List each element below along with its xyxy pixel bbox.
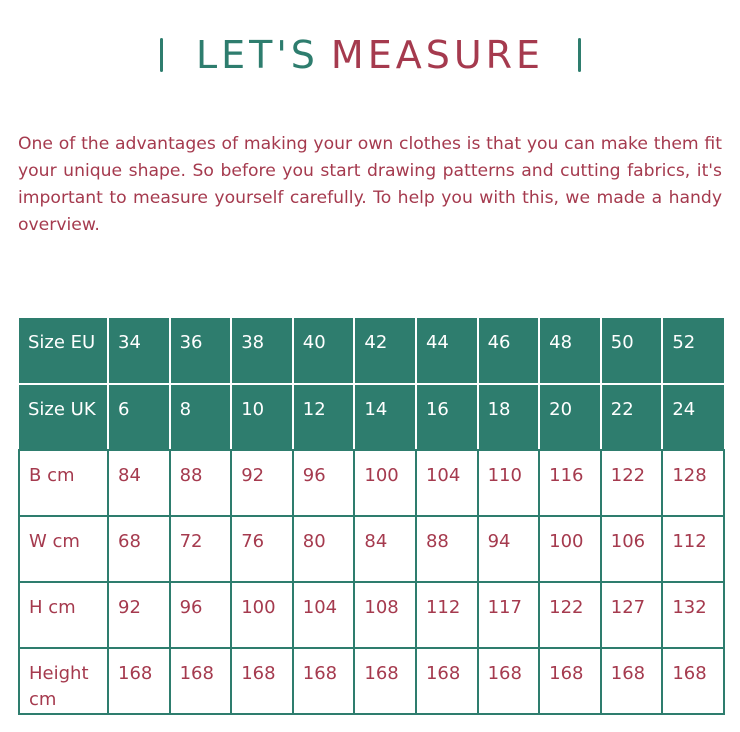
table-cell: 132 bbox=[662, 582, 724, 648]
intro-paragraph: One of the advantages of making your own clothes is that you can make them fit your unique shape. So before you start drawing patterns and cutting fabrics, it's important to measure yourself carefully. To help you with this, we made a handy overview. bbox=[18, 134, 722, 235]
size-chart-table bbox=[18, 318, 725, 715]
table-cell: 42 bbox=[354, 318, 416, 384]
table-cell: 168 bbox=[354, 648, 416, 714]
table-cell: 116 bbox=[539, 450, 601, 516]
table-row bbox=[19, 318, 724, 384]
table-cell: 6 bbox=[108, 384, 170, 450]
table-cell: 48 bbox=[539, 318, 601, 384]
table-cell: 168 bbox=[416, 648, 478, 714]
size-chart-body bbox=[19, 318, 724, 714]
table-cell: 12 bbox=[293, 384, 355, 450]
title-divider-right bbox=[578, 38, 581, 72]
table-cell: 18 bbox=[478, 384, 540, 450]
table-cell: 108 bbox=[354, 582, 416, 648]
table-cell: 44 bbox=[416, 318, 478, 384]
title-word-measure: MEASURE bbox=[330, 33, 545, 77]
table-cell: 80 bbox=[293, 516, 355, 582]
table-row bbox=[19, 648, 724, 714]
table-cell: 40 bbox=[293, 318, 355, 384]
table-cell: 84 bbox=[354, 516, 416, 582]
table-cell: 38 bbox=[231, 318, 293, 384]
table-cell: 112 bbox=[416, 582, 478, 648]
row-label: W cm bbox=[19, 516, 108, 582]
table-cell: 128 bbox=[662, 450, 724, 516]
table-cell: 72 bbox=[170, 516, 232, 582]
row-label: Size UK bbox=[19, 384, 108, 450]
table-cell: 24 bbox=[662, 384, 724, 450]
table-cell: 84 bbox=[108, 450, 170, 516]
table-cell: 168 bbox=[478, 648, 540, 714]
row-label: Size EU bbox=[19, 318, 108, 384]
table-row bbox=[19, 450, 724, 516]
row-label: H cm bbox=[19, 582, 108, 648]
table-cell: 168 bbox=[293, 648, 355, 714]
title-divider-left bbox=[160, 38, 163, 72]
table-cell: 127 bbox=[601, 582, 663, 648]
table-cell: 104 bbox=[293, 582, 355, 648]
table-cell: 168 bbox=[231, 648, 293, 714]
table-cell: 92 bbox=[108, 582, 170, 648]
table-cell: 34 bbox=[108, 318, 170, 384]
title-word-lets: LET'S bbox=[195, 33, 319, 77]
table-cell: 106 bbox=[601, 516, 663, 582]
table-cell: 122 bbox=[601, 450, 663, 516]
row-label: Height cm bbox=[19, 648, 108, 714]
table-cell: 68 bbox=[108, 516, 170, 582]
table-cell: 96 bbox=[293, 450, 355, 516]
table-cell: 122 bbox=[539, 582, 601, 648]
row-label: B cm bbox=[19, 450, 108, 516]
table-cell: 112 bbox=[662, 516, 724, 582]
table-cell: 10 bbox=[231, 384, 293, 450]
table-cell: 100 bbox=[231, 582, 293, 648]
table-cell: 168 bbox=[662, 648, 724, 714]
table-row bbox=[19, 384, 724, 450]
table-cell: 22 bbox=[601, 384, 663, 450]
table-cell: 14 bbox=[354, 384, 416, 450]
table-cell: 168 bbox=[601, 648, 663, 714]
table-cell: 117 bbox=[478, 582, 540, 648]
table-cell: 94 bbox=[478, 516, 540, 582]
table-cell: 104 bbox=[416, 450, 478, 516]
table-cell: 168 bbox=[108, 648, 170, 714]
table-cell: 52 bbox=[662, 318, 724, 384]
table-cell: 100 bbox=[354, 450, 416, 516]
table-cell: 20 bbox=[539, 384, 601, 450]
table-cell: 100 bbox=[539, 516, 601, 582]
table-cell: 16 bbox=[416, 384, 478, 450]
page-title bbox=[0, 30, 740, 80]
table-cell: 76 bbox=[231, 516, 293, 582]
table-cell: 92 bbox=[231, 450, 293, 516]
table-cell: 168 bbox=[539, 648, 601, 714]
table-cell: 46 bbox=[478, 318, 540, 384]
table-cell: 88 bbox=[416, 516, 478, 582]
table-cell: 110 bbox=[478, 450, 540, 516]
table-cell: 8 bbox=[170, 384, 232, 450]
table-cell: 50 bbox=[601, 318, 663, 384]
table-cell: 168 bbox=[170, 648, 232, 714]
table-row bbox=[19, 516, 724, 582]
table-row bbox=[19, 582, 724, 648]
table-cell: 88 bbox=[170, 450, 232, 516]
table-cell: 36 bbox=[170, 318, 232, 384]
table-cell: 96 bbox=[170, 582, 232, 648]
